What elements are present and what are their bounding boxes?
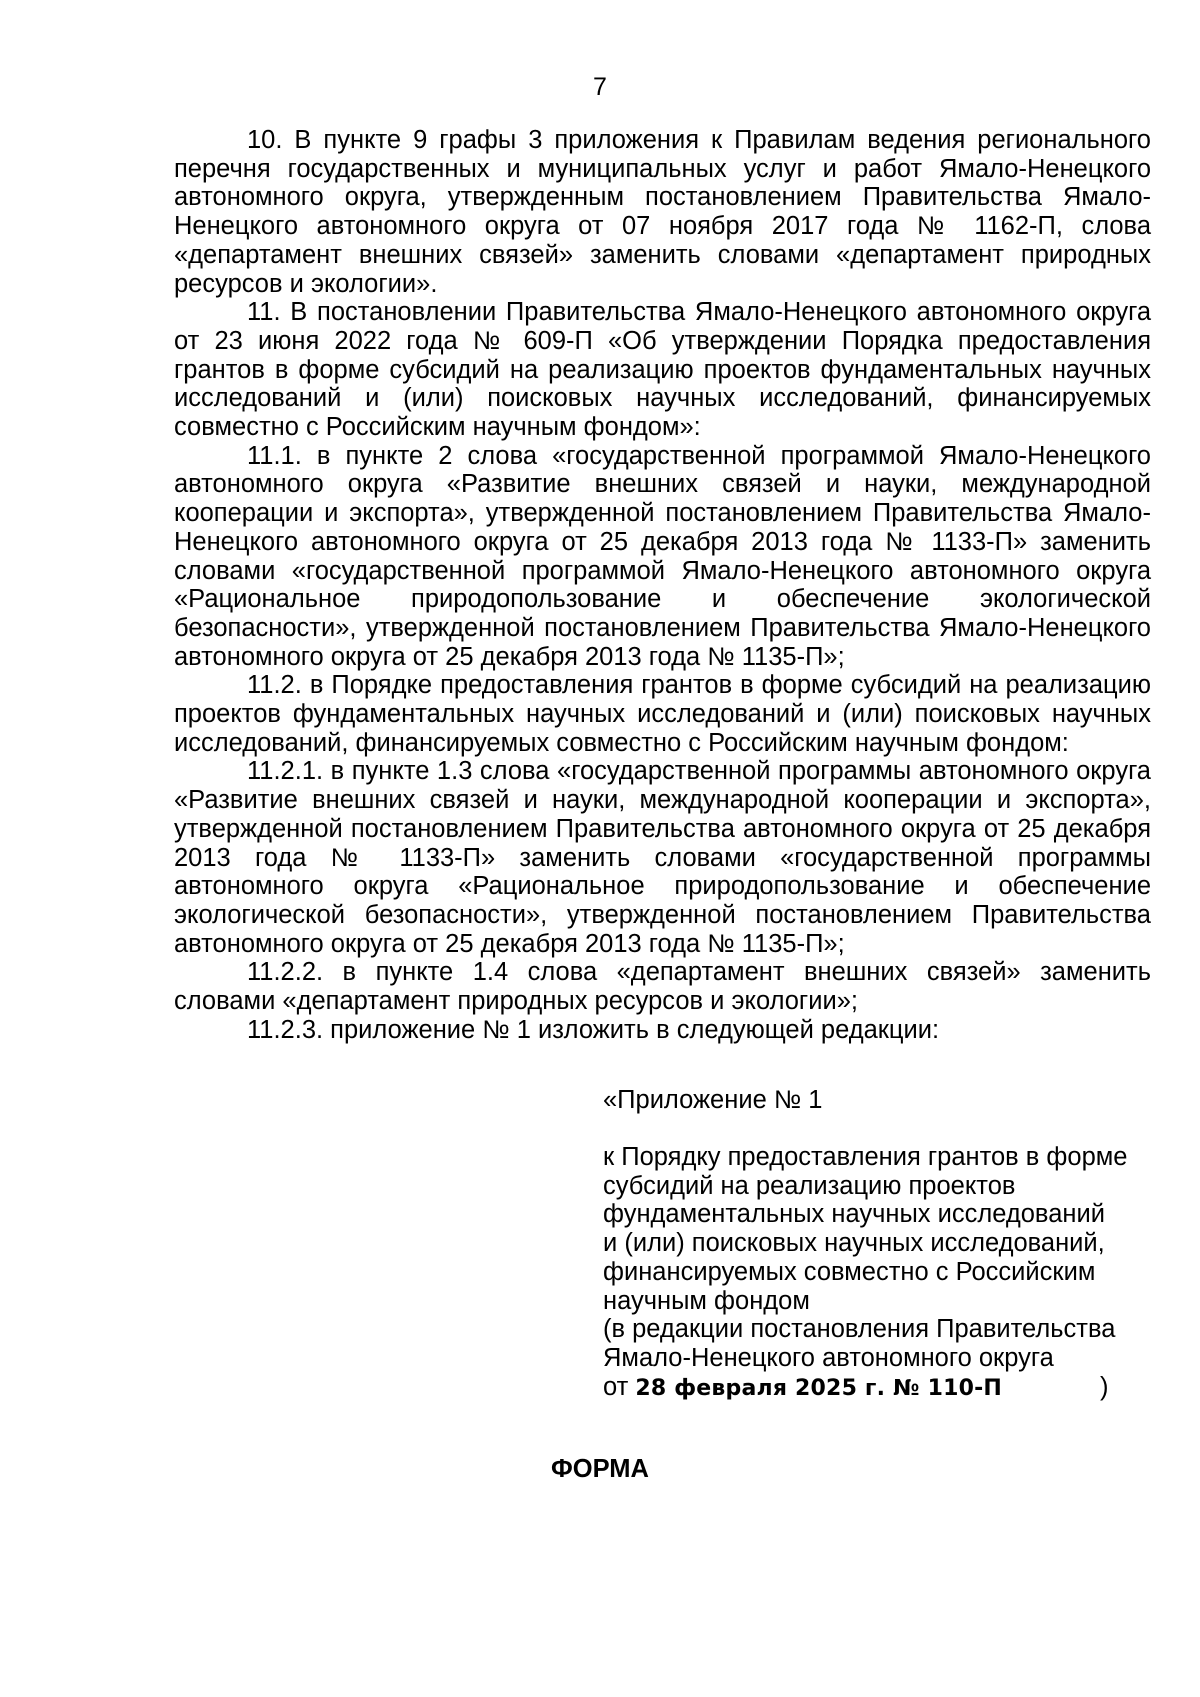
paragraph-11-2-1: 11.2.1. в пункте 1.3 слова «государственной программы автономного округа «Развитие внешних связей и науки, международной кооперации и экспорта», утвержденной постановлением Правительства автономного округа от 25 декабря 2013 года № 1133-П» заменить словами «государственной программы автономного округа «Рациональное природопользование и обеспечение экологической безопасности», утвержденной постановлением Правительства автономного округа от 25 декабря 2013 года № 1135-П»; xyxy=(174,757,1151,958)
appendix-caption xyxy=(603,1143,1163,1403)
appendix-line: Ямало-Ненецкого автономного округа xyxy=(603,1343,1054,1372)
appendix-line: финансируемых совместно с Российским xyxy=(603,1257,1096,1286)
paragraph-11: 11. В постановлении Правительства Ямало-Ненецкого автономного округа от 23 июня 2022 года № 609-П «Об утверждении Порядка предоставления грантов в форме субсидий на реализацию проектов фундаментальных научных исследований и (или) поисковых научных исследований, финансируемых совместно с Российским научным фондом»: xyxy=(174,298,1151,442)
paragraph-11-1: 11.1. в пункте 2 слова «государственной программой Ямало-Ненецкого автономного округа «Развитие внешних связей и науки, международной кооперации и экспорта», утвержденной постановлением Правительства Ямало-Ненецкого автономного округа от 25 декабря 2013 года № 1133-П» заменить словами «государственной программой Ямало-Ненецкого автономного округа «Рациональное природопользование и обеспечение экологической безопасности», утвержденной постановлением Правительства Ямало-Ненецкого автономного округа от 25 декабря 2013 года № 1135-П»; xyxy=(174,441,1151,671)
closing-parenthesis: ) xyxy=(1100,1372,1109,1401)
appendix-line: и (или) поисковых научных исследований, xyxy=(603,1229,1105,1258)
decree-date-number: 28 февраля 2025 г. № 110-П xyxy=(635,1375,1003,1401)
paragraph-11-2: 11.2. в Порядке предоставления грантов в форме субсидий на реализацию проектов фундаментальных научных исследований и (или) поисковых научных исследований, финансируемых совместно с Российским научным фондом: xyxy=(174,671,1151,757)
paragraph-11-2-2: 11.2.2. в пункте 1.4 слова «департамент внешних связей» заменить словами «департамент природных ресурсов и экологии»; xyxy=(174,958,1151,1016)
paragraph-10: 10. В пункте 9 графы 3 приложения к Правилам ведения регионального перечня государственных и муниципальных услуг и работ Ямало-Ненецкого автономного округа, утвержденным постановлением Правительства Ямало-Ненецкого автономного округа от 07 ноября 2017 года № 1162-П, слова «департамент внешних связей» заменить словами «департамент природных ресурсов и экологии». xyxy=(174,126,1151,298)
paragraph-11-2-3: 11.2.3. приложение № 1 изложить в следующей редакции: xyxy=(247,1015,940,1044)
document-body xyxy=(174,126,1151,1045)
appendix-title: «Приложение № 1 xyxy=(603,1086,823,1114)
appendix-line: субсидий на реализацию проектов xyxy=(603,1171,1016,1200)
appendix-line: научным фондом xyxy=(603,1286,810,1315)
form-title: ФОРМА xyxy=(551,1455,649,1483)
appendix-line: фундаментальных научных исследований xyxy=(603,1200,1105,1229)
decree-reference-line xyxy=(603,1373,1163,1404)
page-number: 7 xyxy=(593,73,607,101)
decree-prefix: от xyxy=(603,1372,629,1401)
appendix-line: (в редакции постановления Правительства xyxy=(603,1315,1116,1344)
appendix-line: к Порядку предоставления грантов в форме xyxy=(603,1143,1128,1171)
